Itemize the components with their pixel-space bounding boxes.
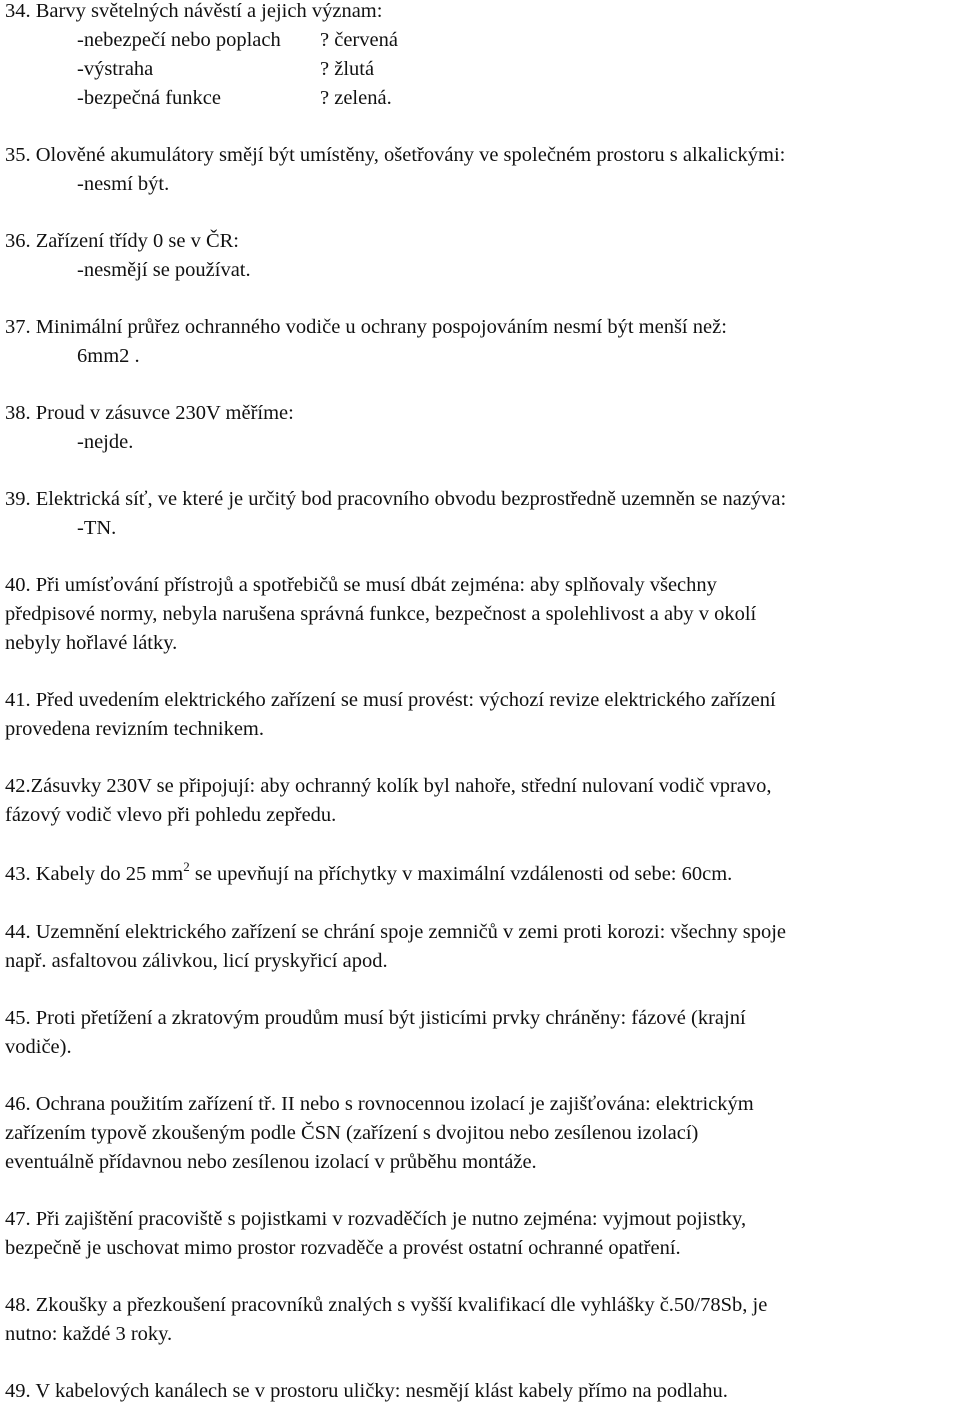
q39-answer: -TN. — [77, 517, 117, 539]
q48-line: nutno: každé 3 roky. — [5, 1323, 173, 1345]
q45-line: vodiče). — [5, 1036, 72, 1058]
q41-line: provedena revizním technikem. — [5, 718, 264, 740]
q38-title: 38. Proud v zásuvce 230V měříme: — [5, 402, 294, 424]
q40-line: předpisové normy, nebyla narušena správná funkce, bezpečnost a spolehlivost a aby v okolí — [5, 603, 757, 625]
q44-line: 44. Uzemnění elektrického zařízení se chrání spoje zemničů v zemi proti korozi: všechny spoje — [5, 921, 786, 943]
q43-text-after: se upevňují na příchytky v maximální vzdálenosti od sebe: 60cm. — [189, 863, 733, 885]
q35-answer: -nesmí být. — [77, 173, 170, 195]
q47-line: bezpečně je uschovat mimo prostor rozvaděče a provést ostatní ochranné opatření. — [5, 1237, 681, 1259]
q48-line: 48. Zkoušky a přezkoušení pracovníků znalých s vyšší kvalifikací dle vyhlášky č.50/78Sb, je — [5, 1294, 768, 1316]
q42-line: fázový vodič vlevo při pohledu zepředu. — [5, 804, 337, 826]
q34-row-value: ? červená — [320, 29, 398, 51]
q44-line: např. asfaltovou zálivkou, licí pryskyřicí apod. — [5, 950, 388, 972]
q42-line: 42.Zásuvky 230V se připojují: aby ochranný kolík byl nahoře, střední nulovaní vodič vpravo, — [5, 775, 772, 797]
q38-answer: -nejde. — [77, 431, 134, 453]
q35-title: 35. Olověné akumulátory smějí být umístěny, ošetřovány ve společném prostoru s alkalickými: — [5, 144, 786, 166]
q34-row-label: -výstraha — [77, 58, 154, 80]
q37-title: 37. Minimální průřez ochranného vodiče u ochrany pospojováním nesmí být menší než: — [5, 316, 727, 338]
q34-title: 34. Barvy světelných návěstí a jejich význam: — [5, 0, 383, 22]
q40-line: 40. Při umísťování přístrojů a spotřebičů se musí dbát zejména: aby splňovaly všechny — [5, 574, 717, 596]
q45-line: 45. Proti přetížení a zkratovým proudům musí být jisticími prvky chráněny: fázové (krajní — [5, 1007, 746, 1029]
q34-row-label: -nebezpečí nebo poplach — [77, 29, 281, 51]
q34-row-label: -bezpečná funkce — [77, 87, 221, 109]
q40-line: nebyly hořlavé látky. — [5, 632, 178, 654]
q37-answer: 6mm2 . — [77, 345, 140, 367]
q49-line: 49. V kabelových kanálech se v prostoru uličky: nesmějí klást kabely přímo na podlahu. — [5, 1380, 728, 1402]
q43-superscript: 2 — [183, 859, 190, 874]
q36-title: 36. Zařízení třídy 0 se v ČR: — [5, 230, 239, 252]
q47-line: 47. Při zajištění pracoviště s pojistkami v rozvaděčích je nutno zejména: vyjmout pojistky, — [5, 1208, 747, 1230]
q46-line: 46. Ochrana použitím zařízení tř. II nebo s rovnocennou izolací je zajišťována: elektrickým — [5, 1093, 754, 1115]
q41-line: 41. Před uvedením elektrického zařízení se musí provést: výchozí revize elektrického zařízení — [5, 689, 776, 711]
q46-line: zařízením typově zkoušeným podle ČSN (zařízení s dvojitou nebo zesílenou izolací) — [5, 1122, 699, 1144]
q46-line: eventuálně přídavnou nebo zesílenou izolací v průběhu montáže. — [5, 1151, 537, 1173]
q43-line — [5, 860, 732, 890]
q34-row-value: ? zelená. — [320, 87, 392, 109]
q39-title: 39. Elektrická síť, ve které je určitý bod pracovního obvodu bezprostředně uzemněn se nazýva: — [5, 488, 787, 510]
q34-row-value: ? žlutá — [320, 58, 375, 80]
q43-text-before: 43. Kabely do 25 mm — [5, 863, 184, 885]
q36-answer: -nesmějí se používat. — [77, 259, 251, 281]
